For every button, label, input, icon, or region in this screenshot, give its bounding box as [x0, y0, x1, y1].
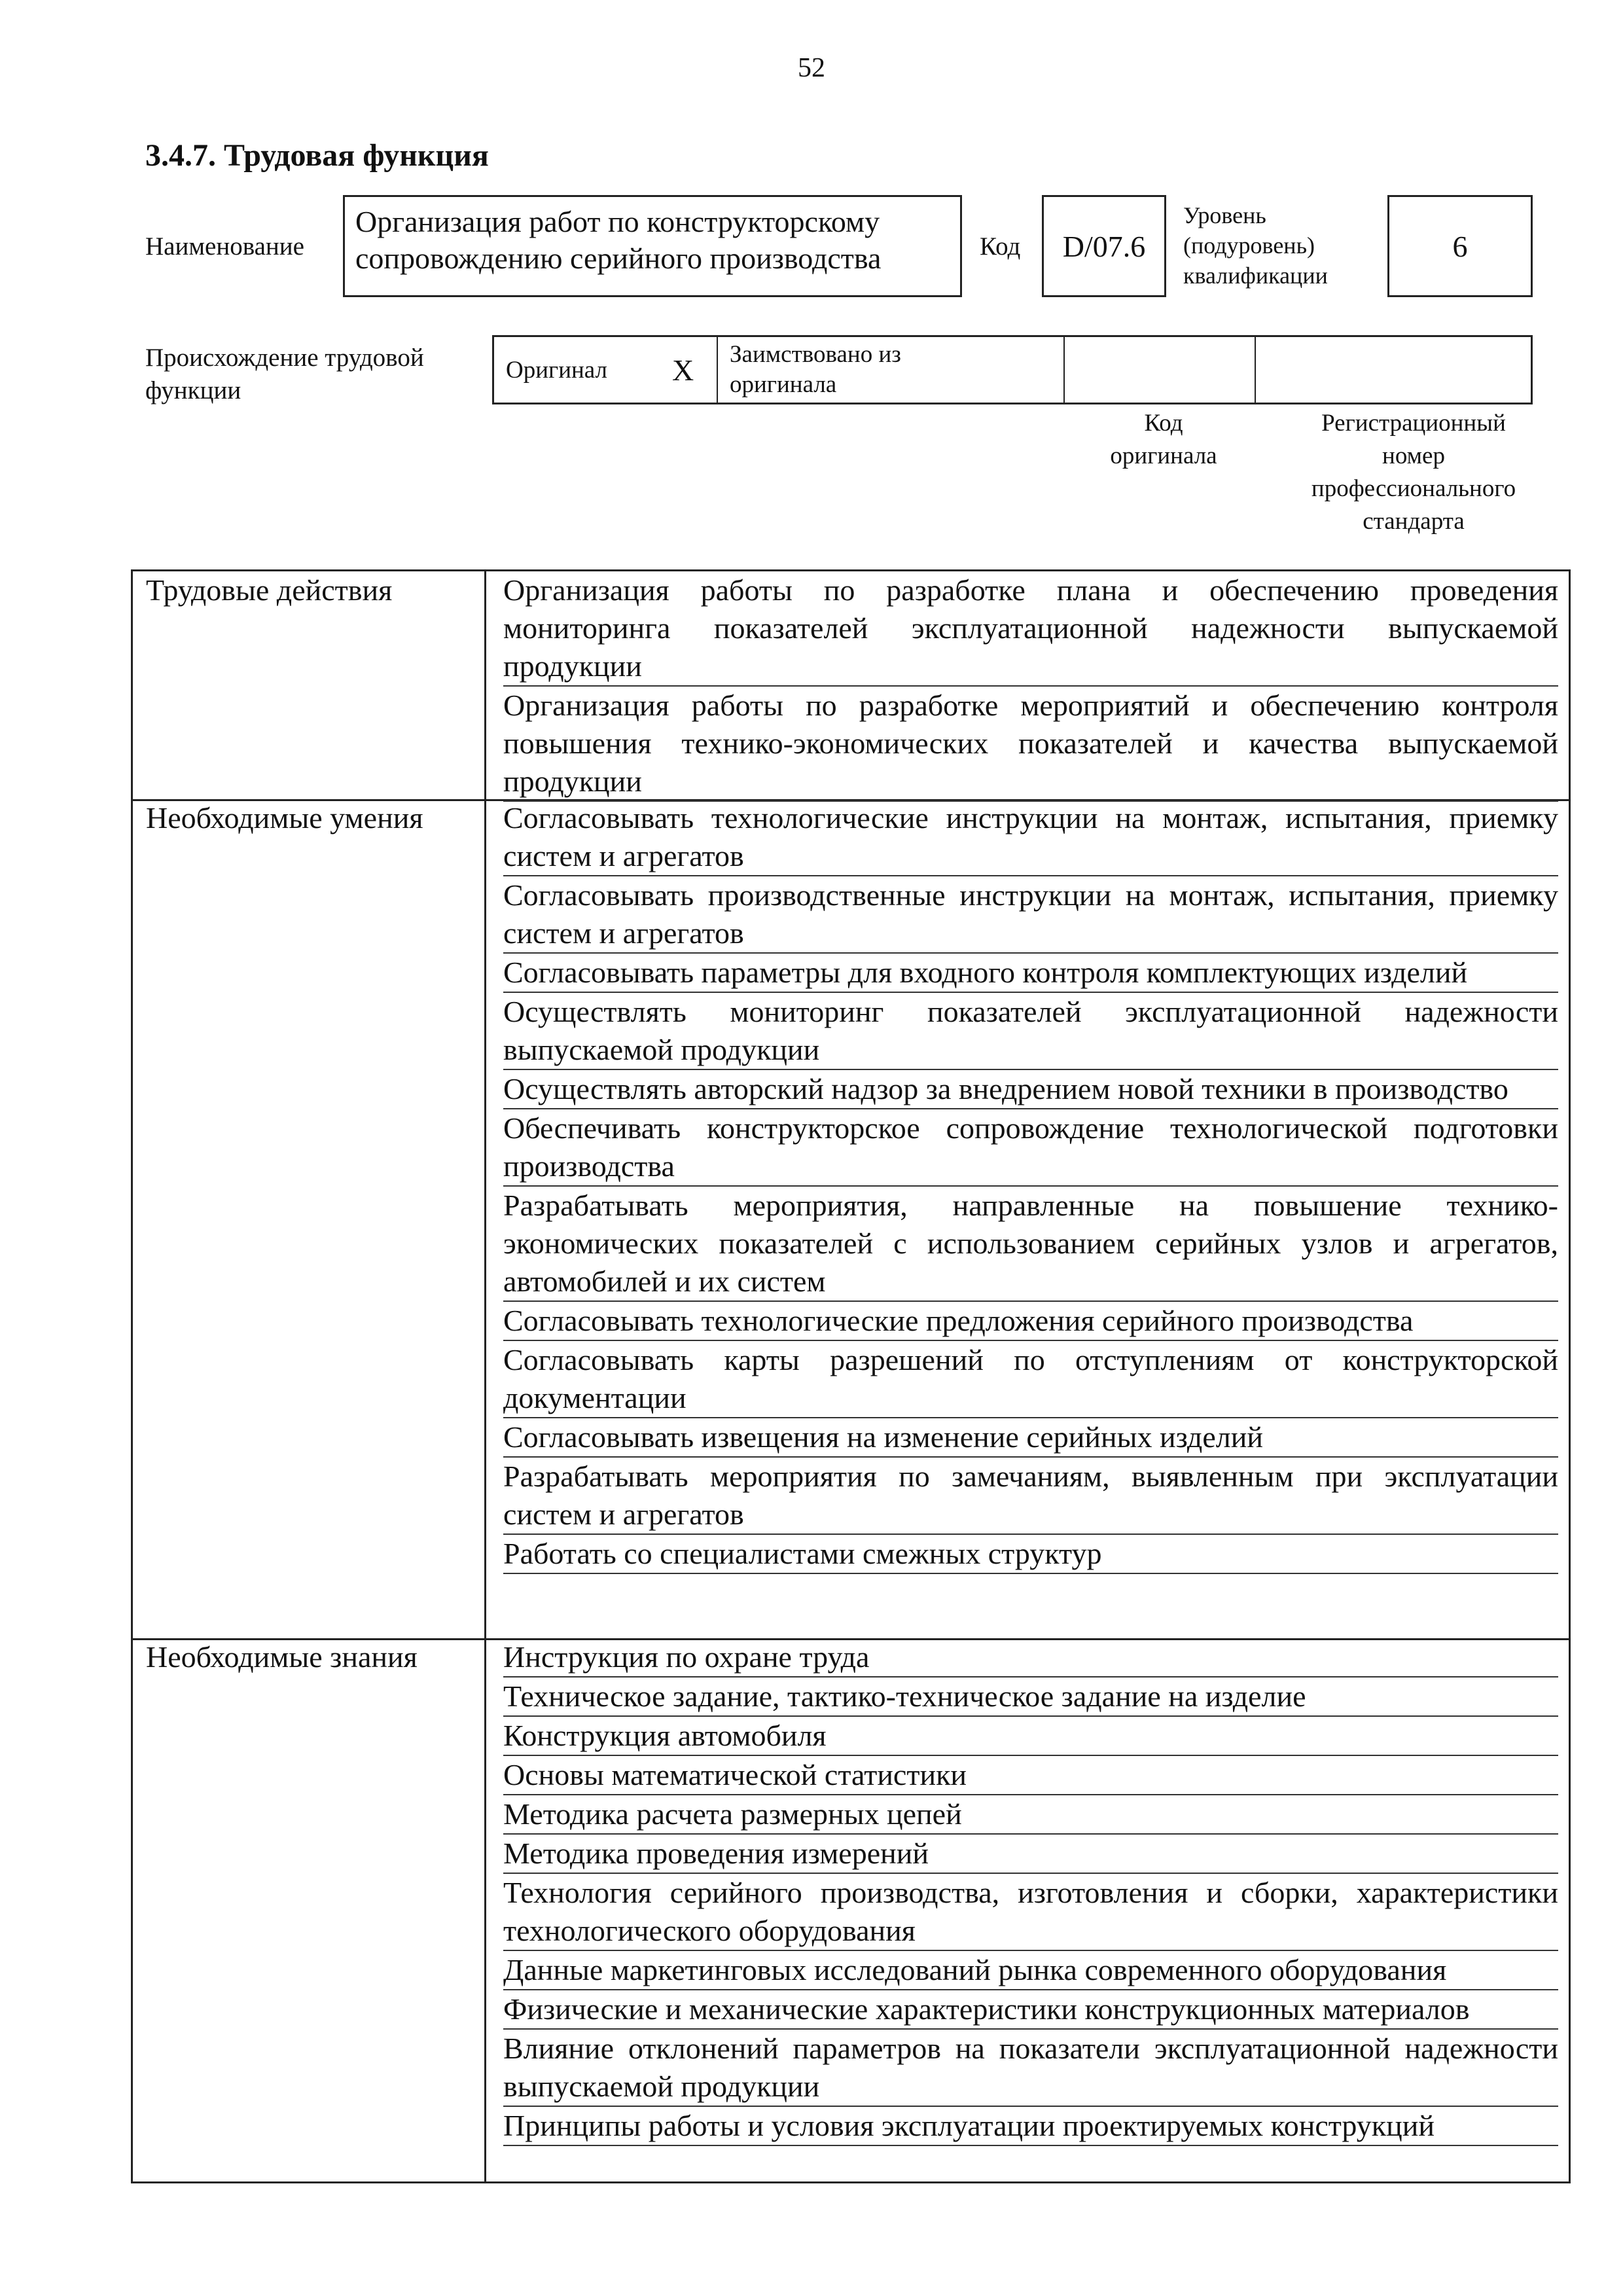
origin-table [492, 335, 1533, 404]
section-title: 3.4.7. Трудовая функция [145, 138, 489, 173]
list-item: Разрабатывать мероприятия по замечаниям, выявленным при эксплуатации систем и агрегатов [503, 1458, 1558, 1535]
list-item: Организация работы по разработке плана и обеспечению проведения мониторинга показателей эксплуатационной надежности выпускаемой продукции [503, 571, 1558, 687]
origin-borrowed-cell [718, 337, 1065, 403]
borrowed-label: Заимствовано из оригинала [730, 341, 901, 398]
section-label-skills: Необходимые умения [146, 801, 423, 834]
list-item: Согласовывать параметры для входного контроля комплектующих изделий [503, 954, 1558, 993]
items-actions [503, 571, 1558, 802]
list-item: Технология серийного производства, изготовления и сборки, характеристики технологического оборудования [503, 1874, 1558, 1951]
list-item: Согласовывать производственные инструкции на монтаж, испытания, приемку систем и агрегатов [503, 876, 1558, 954]
list-item: Принципы работы и условия эксплуатации проектируемых конструкций [503, 2107, 1558, 2146]
origin-original-cell [494, 337, 718, 403]
list-item: Данные маркетинговых исследований рынка современного оборудования [503, 1951, 1558, 1990]
list-item: Согласовывать технологические инструкции на монтаж, испытания, приемку систем и агрегатов [503, 799, 1558, 876]
list-item: Инструкция по охране труда [503, 1638, 1558, 1677]
function-table [131, 569, 1571, 2183]
list-item: Работать со специалистами смежных структур [503, 1535, 1558, 1574]
list-item: Организация работы по разработке мероприятий и обеспечению контроля повышения технико-экономических показателей и качества выпускаемой продукции [503, 687, 1558, 802]
original-label: Оригинал [506, 357, 608, 384]
list-item: Методика расчета размерных цепей [503, 1795, 1558, 1835]
function-name: Организация работ по конструкторскому сопровождению серийного производства [355, 205, 882, 275]
code-label: Код [980, 232, 1021, 260]
section-label-knowledge: Необходимые знания [146, 1640, 418, 1674]
list-item: Согласовывать карты разрешений по отступлениям от конструкторской документации [503, 1341, 1558, 1418]
list-item: Разрабатывать мероприятия, направленные на повышение технико-экономических показателей с использованием серийных узлов и агрегатов, автомобилей и их систем [503, 1187, 1558, 1302]
items-knowledge [503, 1638, 1558, 2146]
function-name-box [343, 195, 962, 297]
level-value: 6 [1452, 229, 1468, 263]
list-item: Конструкция автомобиля [503, 1717, 1558, 1756]
list-item: Согласовывать извещения на изменение серийных изделий [503, 1418, 1558, 1458]
page-number: 52 [798, 53, 825, 83]
list-item: Основы математической статистики [503, 1756, 1558, 1795]
items-skills [503, 799, 1558, 1574]
list-item: Осуществлять мониторинг показателей эксплуатационной надежности выпускаемой продукции [503, 993, 1558, 1070]
origin-code-cell [1065, 337, 1256, 403]
list-item: Обеспечивать конструкторское сопровождение технологической подготовки производства [503, 1109, 1558, 1187]
level-label: Уровень (подуровень) квалификации [1183, 202, 1328, 289]
list-item: Техническое задание, тактико-техническое задание на изделие [503, 1677, 1558, 1717]
list-item: Влияние отклонений параметров на показатели эксплуатационной надежности выпускаемой продукции [503, 2030, 1558, 2107]
list-item: Согласовывать технологические предложения серийного производства [503, 1302, 1558, 1341]
origin-reg-number-cell [1256, 337, 1531, 403]
original-mark: X [672, 353, 694, 387]
list-item: Физические и механические характеристики конструкционных материалов [503, 1990, 1558, 2030]
name-label: Наименование [145, 232, 304, 260]
list-item: Осуществлять авторский надзор за внедрением новой техники в производство [503, 1070, 1558, 1109]
section-label-actions: Трудовые действия [146, 573, 393, 607]
code-box [1042, 195, 1166, 297]
list-item: Методика проведения измерений [503, 1835, 1558, 1874]
reg-number-caption: Регистрационный номер профессионального стандарта [1311, 410, 1516, 535]
original-code-caption: Код оригинала [1110, 410, 1217, 469]
code-value: D/07.6 [1062, 229, 1146, 263]
level-box [1387, 195, 1533, 297]
origin-label: Происхождение трудовой функции [145, 344, 424, 404]
